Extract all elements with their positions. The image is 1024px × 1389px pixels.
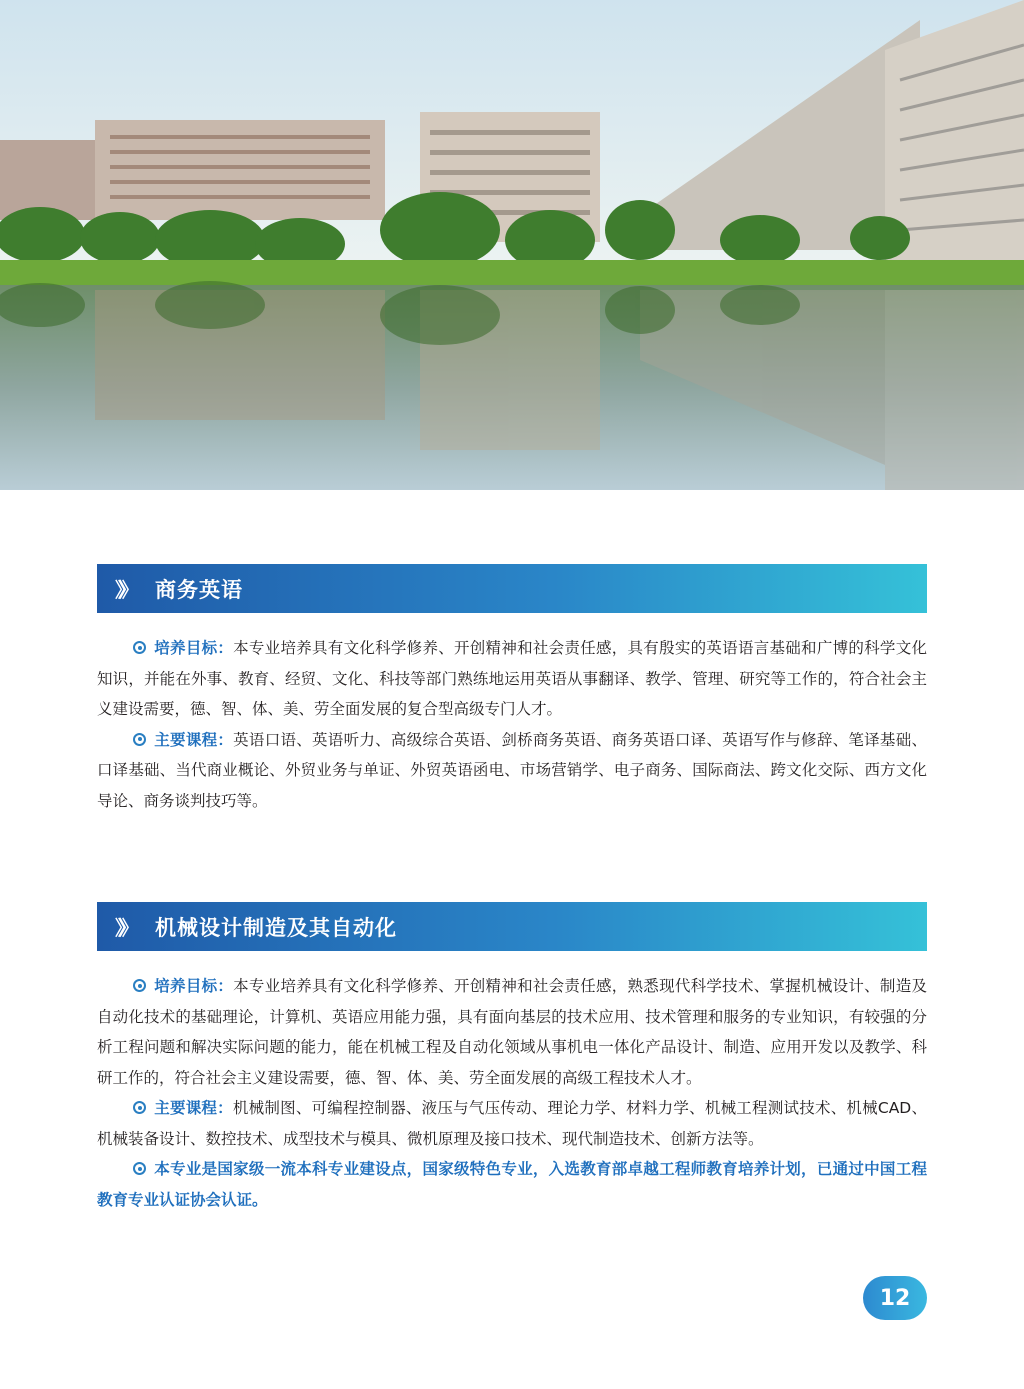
section-body [97,633,927,816]
paragraph-label: 主要课程： [154,730,234,749]
section-body [97,971,927,1215]
paragraph-courses [97,1093,927,1154]
section-banner [97,902,927,951]
paragraph-text: 本专业培养具有文化科学修养、开创精神和社会责任感，熟悉现代科学技术、掌握机械设计、制造及自动化技术的基础理论，计算机、英语应用能力强，具有面向基层的技术应用、技术管理和服务的专业知识，有较强的分析工程问题和解决实际问题的能力，能在机械工程及自动化领域从事机电一体化产品设计、制造、应用开发以及教学、科研工作的，符合社会主义建设需要，德、智、体、美、劳全面发展的高级工程技术人才。 [97,977,927,1087]
bullet-icon [133,1162,146,1175]
paragraph-label: 培养目标： [154,977,234,995]
section-title: 商务英语 [155,577,243,602]
paragraph-courses [97,725,927,817]
bullet-icon [133,733,146,746]
double-chevron-icon: 》》 [115,916,133,940]
paragraph-label: 主要课程： [154,1099,233,1117]
page-number: 12 [863,1276,927,1320]
paragraph-objective [97,633,927,725]
bullet-icon [133,641,146,654]
paragraph-text: 机械制图、可编程控制器、液压与气压传动、理论力学、材料力学、机械工程测试技术、机械CAD、机械装备设计、数控技术、成型技术与模具、微机原理及接口技术、现代制造技术、创新方法等。 [97,1099,927,1148]
section-banner [97,564,927,613]
paragraph-highlight [97,1154,927,1215]
section-business-english [97,564,927,816]
paragraph-text: 本专业培养具有文化科学修养、开创精神和社会责任感，具有殷实的英语语言基础和广博的科学文化知识，并能在外事、教育、经贸、文化、科技等部门熟练地运用英语从事翻译、教学、管理、研究等工作的，符合社会主义建设需要，德、智、体、美、劳全面发展的复合型高级专门人才。 [97,639,927,718]
paragraph-label: 培养目标： [154,639,234,657]
double-chevron-icon: 》》 [115,578,133,602]
paragraph-objective [97,971,927,1093]
section-title: 机械设计制造及其自动化 [155,915,397,940]
highlight-text: 本专业是国家级一流本科专业建设点，国家级特色专业，入选教育部卓越工程师教育培养计划，已通过中国工程教育专业认证协会认证。 [97,1160,927,1209]
section-mechanical-design [97,902,927,1215]
campus-photo [0,0,1024,490]
campus-lake-illustration [0,0,1024,490]
paragraph-text: 英语口语、英语听力、高级综合英语、剑桥商务英语、商务英语口译、英语写作与修辞、笔译基础、口译基础、当代商业概论、外贸业务与单证、外贸英语函电、市场营销学、电子商务、国际商法、跨文化交际、西方文化导论、商务谈判技巧等。 [97,730,927,810]
bullet-icon [133,979,146,992]
bullet-icon [133,1101,146,1114]
